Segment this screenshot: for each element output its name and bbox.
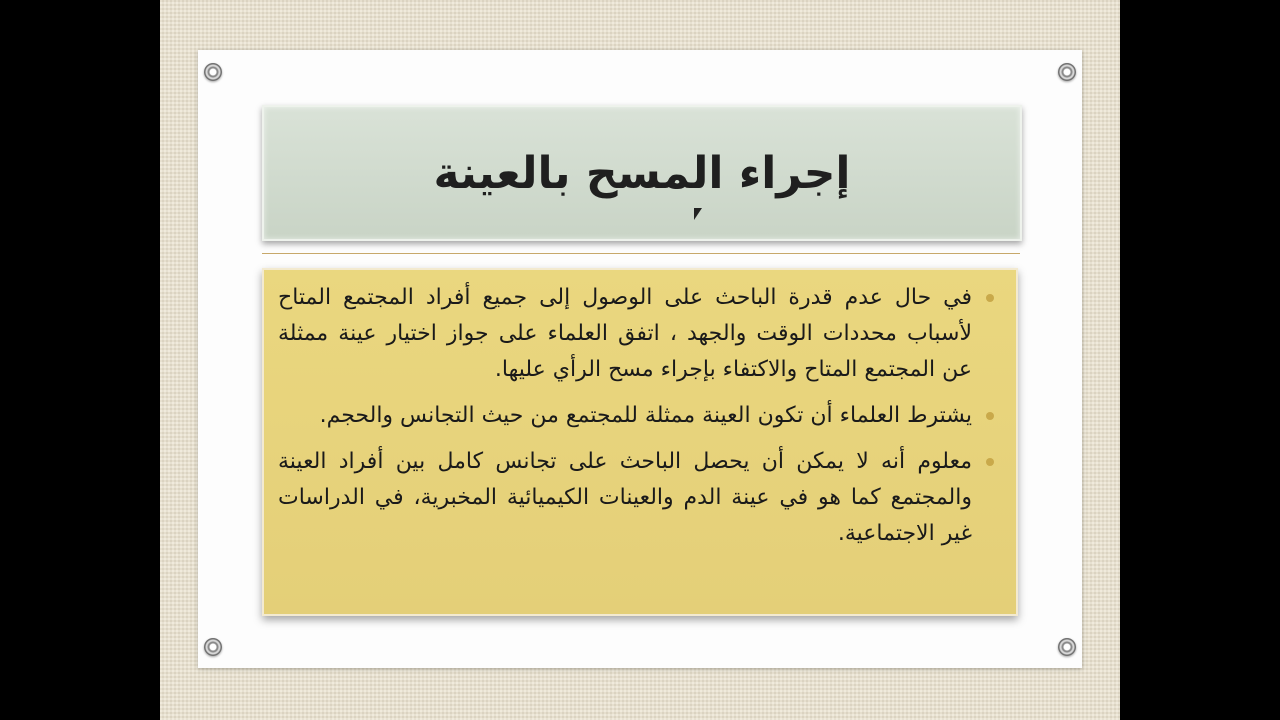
divider [262, 253, 1020, 254]
bullet-icon [986, 294, 994, 302]
title-box [262, 105, 1022, 241]
mouse-cursor-icon [694, 208, 702, 220]
bullet-icon [986, 412, 994, 420]
bullet-item [278, 280, 994, 388]
slide-stage [160, 0, 1120, 720]
grommet-icon [1058, 638, 1076, 656]
bullet-icon [986, 458, 994, 466]
grommet-icon [1058, 63, 1076, 81]
bullet-text: معلوم أنه لا يمكن أن يحصل الباحث على تجانس كامل بين أفراد العينة والمجتمع كما هو في عينة الدم والعينات الكيميائية المخبرية، في الدراسات غير الاجتماعية. [278, 449, 972, 546]
bullet-list [278, 280, 994, 552]
slide-paper [198, 50, 1082, 668]
bullet-item [278, 398, 994, 434]
bullet-text: في حال عدم قدرة الباحث على الوصول إلى جميع أفراد المجتمع المتاح لأسباب محددات الوقت والجهد ، اتفق العلماء على جواز اختيار عينة ممثلة عن المجتمع المتاح والاكتفاء بإجراء مسح الرأي عليها. [278, 285, 972, 382]
grommet-icon [204, 63, 222, 81]
bullet-item [278, 444, 994, 552]
content-box [262, 268, 1018, 616]
slide-title: إجراء المسح بالعينة [433, 147, 851, 199]
grommet-icon [204, 638, 222, 656]
bullet-text: يشترط العلماء أن تكون العينة ممثلة للمجتمع من حيث التجانس والحجم. [319, 403, 972, 428]
